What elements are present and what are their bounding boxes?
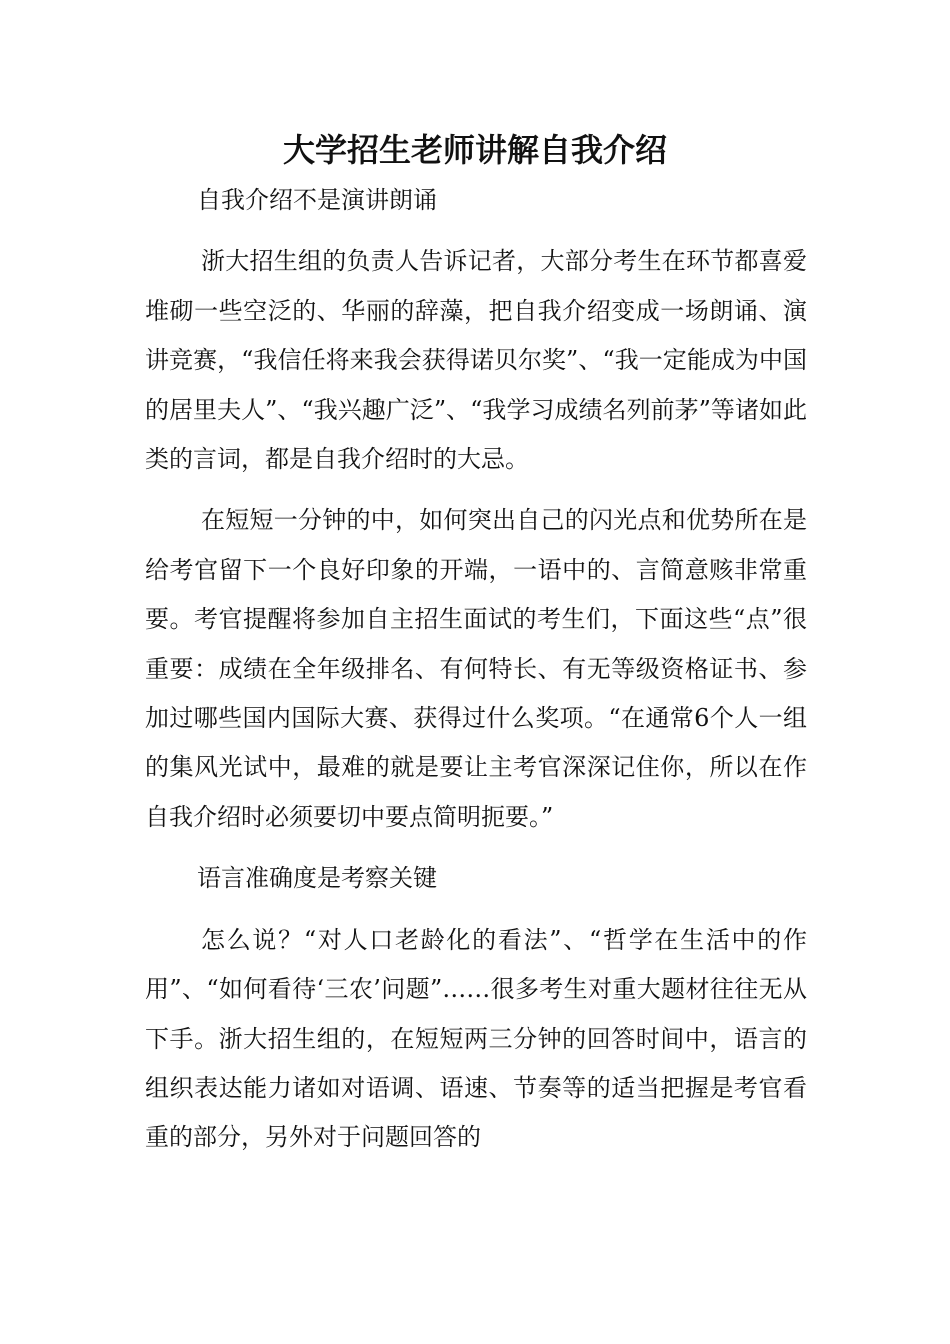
document-title: 大学招生老师讲解自我介绍 <box>282 131 667 169</box>
paragraph-gap <box>145 904 807 916</box>
paragraph-key-points: 在短短一分钟的中，如何突出自己的闪光点和优势所在是给考官留下一个良好印象的开端，一语中的、言简意赅非常重要。考官提醒将参加自主招生面试的考生们，下面这些“点”很重要：成绩在全年级排名、有何特长、有无等级资格证书、参加过哪些国内国际大赛、获得过什么奖项。“在通常6个人一组的集风光试中，最难的就是要让主考官深深记住你，所以在作自我介绍时必须要切中要点简明扼要。” <box>145 506 807 831</box>
section-heading-self-intro: 自我介绍不是演讲朗诵 <box>197 186 437 214</box>
paragraph-how-to-speak: 怎么说？“对人口老龄化的看法”、“哲学在生活中的作用”、“如何看待‘三农’问题”……很多考生对重大题材往往无从下手。浙大招生组的，在短短两三分钟的回答时间中，语言的组织表达能力诸如对语调、语速、节奏等的适当把握是考官看重的部分，另外对于问题回答的 <box>145 925 807 1152</box>
section-heading-language-accuracy: 语言准确度是考察关键 <box>197 864 437 893</box>
paragraph-gap <box>145 225 807 237</box>
document-body <box>145 176 807 1163</box>
paragraph-gap <box>145 484 807 496</box>
paragraph-gap <box>145 842 807 854</box>
paragraph-common-mistakes: 浙大招生组的负责人告诉记者，大部分考生在环节都喜爱堆砌一些空泛的、华丽的辞藻，把自我介绍变成一场朗诵、演讲竞赛，“我信任将来我会获得诺贝尔奖”、“我一定能成为中国的居里夫人”、“我兴趣广泛”、“我学习成绩名列前茅”等诸如此类的言词，都是自我介绍时的大忌。 <box>145 247 807 474</box>
